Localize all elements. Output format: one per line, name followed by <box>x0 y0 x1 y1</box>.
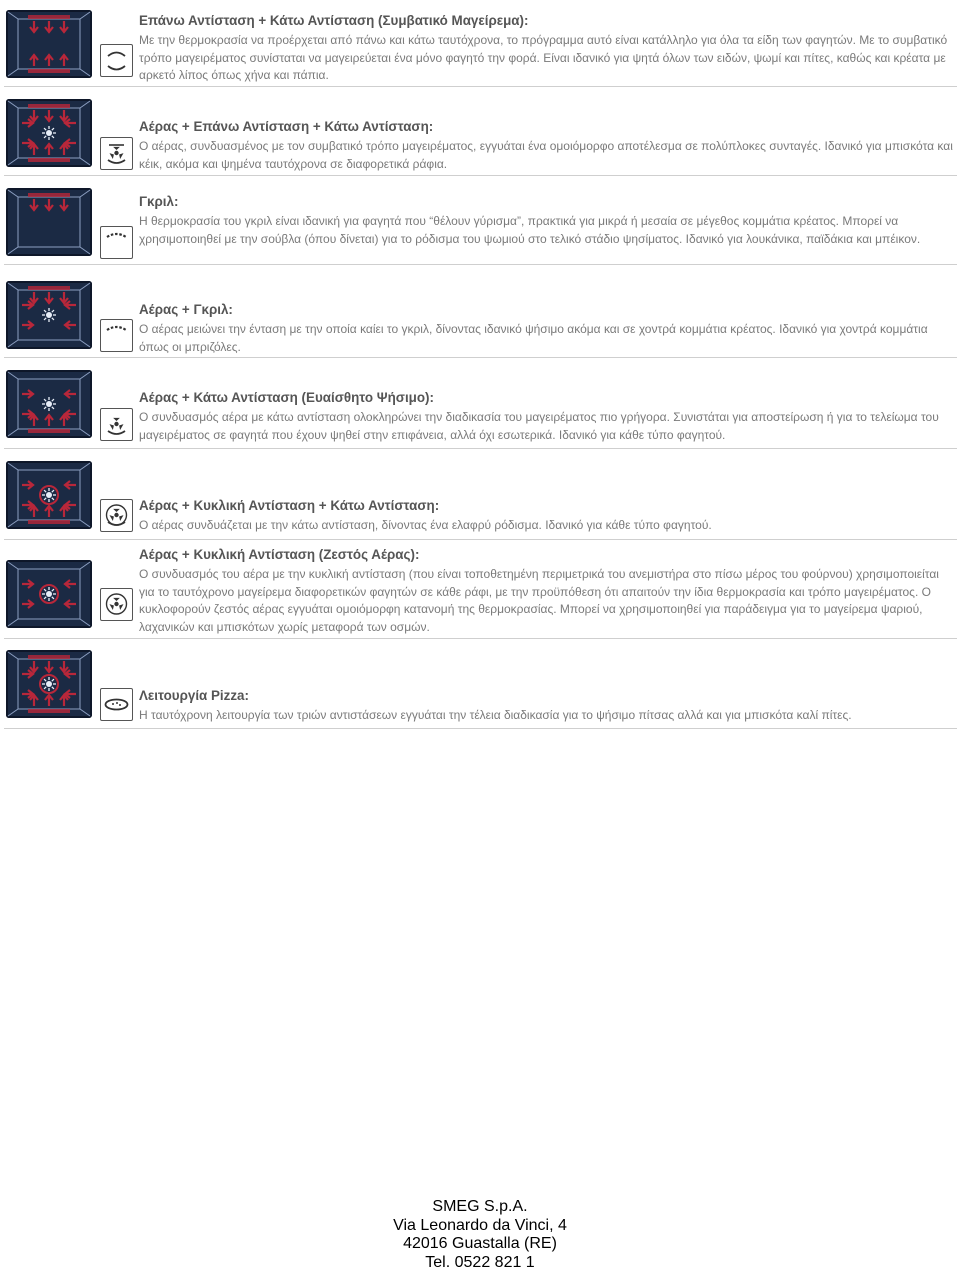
footer-address: Via Leonardo da Vinci, 4 <box>393 1216 567 1234</box>
fan-circular-symbol-icon <box>100 588 133 621</box>
fan-grill-symbol-icon <box>100 319 133 352</box>
mode-title: Αέρας + Κάτω Αντίσταση (Ευαίσθητο Ψήσιμο): <box>139 390 434 405</box>
mode-text <box>139 389 957 444</box>
mode-title: Αέρας + Κυκλική Αντίσταση (Ζεστός Αέρας): <box>139 547 420 562</box>
fan-top-bottom-heat-icon <box>6 99 92 167</box>
mode-description: Η θερμοκρασία του γκριλ είναι ιδανική για φαγητά που “θέλουν γύρισμα”, πρακτικά για μικρά ή μεσαία σε μέγεθος κομμάτια κρέατος. Μπορεί να χρησιμοποιηθεί με την σούβλα (όπου δίνεται) για το ρόδισμα του ψωμιού στο τελικό στάδιο ψησίματος. Ιδανικό για λουκάνικα, παϊδάκια και μπέικον. <box>139 214 921 246</box>
grill-heat-icon <box>6 188 92 256</box>
fan-circular-bottom-heat-icon <box>6 461 92 529</box>
fan-bottom-symbol-icon <box>100 408 133 441</box>
mode-title: Αέρας + Επάνω Αντίσταση + Κάτω Αντίσταση: <box>139 119 434 134</box>
cooking-mode-row <box>4 279 957 358</box>
fan-bottom-heat-icon <box>6 370 92 438</box>
fan-grill-heat-icon <box>6 281 92 349</box>
mode-text <box>139 301 957 356</box>
mode-title: Αέρας + Κυκλική Αντίσταση + Κάτω Αντίσταση: <box>139 498 440 513</box>
fan-circular-bottom-symbol-icon <box>100 499 133 532</box>
footer <box>0 1198 960 1272</box>
mode-text <box>139 193 957 248</box>
fan-circular-heat-icon <box>6 560 92 628</box>
mode-text <box>139 497 957 535</box>
mode-description: Ο συνδυασμός του αέρα με την κυκλική αντίσταση (που είναι τοποθετημένη περιμετρικά του ανεμιστήρα στο πίσω μέρος του φούρνου) χρησιμοποιείται για το ταυτόχρονο μαγείρεμα διαφορετικών φαγητών σε κάθε ράφι, με την προϋπόθεση ότι απαιτούν την ίδια θερμοκρασία και τρόπο μαγειρέματος. Ο κυκλοφορούν ζεστός αέρας εγγυάται ομοιόμορφη κατανομή της θερμοκρασίας. Μπορεί να χρησιμοποιηθεί για παράδειγμα για το μαγείρεμα ψαριού, λαχανικών και μπισκότων χωρίς μεταφορά των οσμών. <box>139 567 939 634</box>
mode-description: Ο συνδυασμός αέρα με κάτω αντίσταση ολοκληρώνει την διαδικασία του μαγειρέματος πιο γρήγορα. Συνιστάται για αποστείρωση ή για το τελείωμα του μαγειρέματος σε φαγητά που έχουν ψηθεί στην επιφάνεια, αλλά όχι εσωτερικά. Ιδανικό για κάθε τύπο φαγητού. <box>139 410 939 442</box>
mode-description: Ο αέρας συνδυάζεται με την κάτω αντίσταση, δίνοντας ένα ελαφρύ ρόδισμα. Ιδανικό για κάθε τύπο φαγητού. <box>139 518 712 532</box>
pizza-mode-heat-icon <box>6 650 92 718</box>
mode-text <box>139 687 957 725</box>
fan-top-bottom-symbol-icon <box>100 137 133 170</box>
footer-phone: Tel. 0522 821 1 <box>425 1253 535 1271</box>
cooking-mode-row <box>4 6 957 87</box>
cooking-mode-row <box>4 548 957 639</box>
top-bottom-symbol-icon <box>100 44 133 77</box>
mode-text <box>139 546 957 636</box>
pizza-symbol-icon <box>100 688 133 721</box>
footer-company: SMEG S.p.A. <box>432 1198 528 1215</box>
mode-title: Επάνω Αντίσταση + Κάτω Αντίσταση (Συμβατικό Μαγείρεμα): <box>139 13 529 28</box>
mode-title: Αέρας + Γκριλ: <box>139 302 233 317</box>
mode-title: Λειτουργία Pizza: <box>139 688 249 703</box>
mode-title: Γκριλ: <box>139 194 179 209</box>
cooking-mode-row <box>4 186 957 265</box>
grill-symbol-icon <box>100 226 133 259</box>
cooking-mode-row <box>4 648 957 729</box>
mode-text <box>139 12 957 85</box>
cooking-mode-row <box>4 97 957 176</box>
footer-city: 42016 Guastalla (RE) <box>403 1235 557 1252</box>
mode-description: Ο αέρας, συνδυασμένος με τον συμβατικό τρόπο μαγειρέματος, εγγυάται ένα ομοιόμορφο αποτέλεσμα σε πολύπλοκες συνταγές. Ιδανικό για μπισκότα και κέικ, ακόμα και ψημένα ταυτόχρονα σε διαφορετικά ράφια. <box>139 139 953 171</box>
cooking-mode-row <box>4 368 957 449</box>
mode-description: Η ταυτόχρονη λειτουργία των τριών αντιστάσεων εγγυάται την τέλεια διαδικασία για το ψήσιμο πίτσας αλλά και για μπισκότα καλί πίτες. <box>139 708 852 722</box>
mode-description: Με την θερμοκρασία να προέρχεται από πάνω και κάτω ταυτόχρονα, το πρόγραμμα αυτό είναι κατάλληλο για όλα τα είδη των φαγητών. Με το συμβατικό τρόπο μαγειρέματος συνίσταται να μαγειρεύεται ένα μόνο φαγητό την φορά. Είναι ιδανικό για ψητά όλων των ειδών, ψωμί και πίτες, καθώς και κρέατα με αρκετό λίπος όπως χήνα και πάπια. <box>139 33 948 82</box>
cooking-mode-row <box>4 459 957 540</box>
top-bottom-heat-icon <box>6 10 92 78</box>
mode-text <box>139 118 957 173</box>
mode-description: Ο αέρας μειώνει την ένταση με την οποία καίει το γκριλ, δίνοντας ιδανικό ψήσιμο ακόμα και σε χοντρά κομμάτια κρέατος. Ιδανικό για χοντρά κομμάτια όπως οι μπριζόλες. <box>139 322 928 354</box>
